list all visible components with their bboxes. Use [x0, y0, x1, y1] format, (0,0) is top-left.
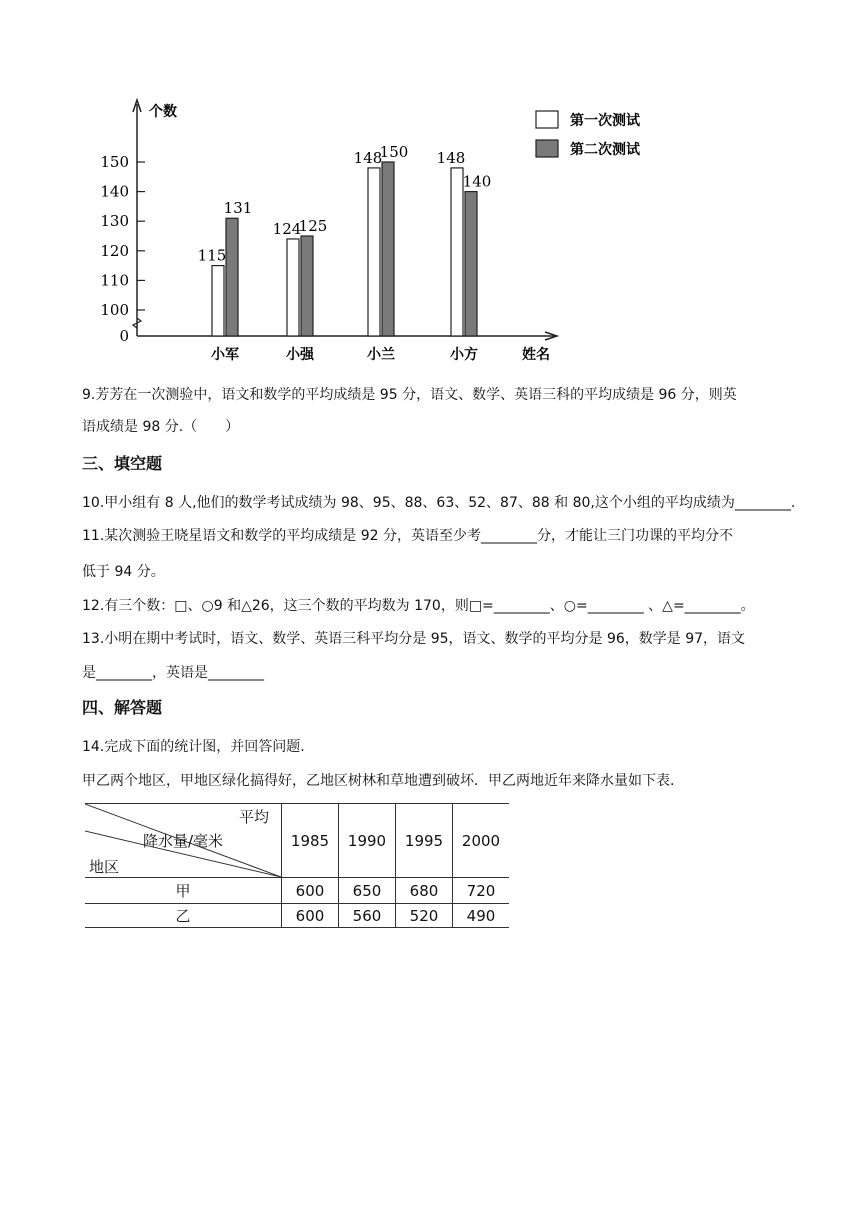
question-11-cont: 低于 94 分。: [82, 564, 165, 580]
y-tick-label: 120: [100, 241, 129, 260]
table-cell: 680: [396, 878, 453, 904]
y-tick-label: 110: [100, 271, 129, 290]
region-label: 乙: [85, 904, 282, 928]
header-region: 地区: [89, 858, 120, 876]
y-tick-label: 130: [100, 212, 129, 231]
question-11: 11.某次测验王晓星语文和数学的平均成绩是 92 分，英语至少考________分，才能让三门功课的平均分不: [82, 528, 733, 544]
y-tick-label: 0: [119, 327, 129, 345]
table-cell: 600: [282, 878, 339, 904]
year-header: 1985: [282, 804, 339, 878]
category-label: 小兰: [367, 347, 395, 363]
question-13: 13.小明在期中考试时，语文、数学、英语三科平均分是 95，语文、数学的平均分是 96，数学是 97，语文: [82, 631, 746, 647]
bar-value-label: 115: [197, 246, 227, 265]
bar-value-label: 140: [462, 172, 492, 191]
question-12: 12.有三个数：□、○9 和△26，这三个数的平均数为 170，则□=________、○=________ 、△=________。: [82, 598, 755, 614]
table-cell: 650: [339, 878, 396, 904]
question-9: 9.芳芳在一次测验中，语文和数学的平均成绩是 95 分，语文、数学、英语三科的平均成绩是 96 分，则英: [82, 387, 737, 403]
bar-value-label: 150: [379, 143, 409, 161]
section-fill-blank-heading: 三、填空题: [82, 454, 163, 473]
y-tick-label: 100: [100, 301, 129, 319]
legend-label: 第一次测试: [570, 113, 640, 129]
question-9-cont: 语成绩是 98 分.（ ）: [82, 419, 240, 435]
table-cell: 490: [453, 904, 510, 928]
header-rainfall: 降水量/毫米: [143, 832, 224, 850]
question-14-desc: 甲乙两个地区，甲地区绿化搞得好，乙地区树林和草地遭到破坏．甲乙两地近年来降水量如下表.: [82, 773, 675, 789]
y-tick-label: 140: [100, 182, 129, 201]
table-cell: 520: [396, 904, 453, 928]
year-header: 2000: [453, 804, 510, 878]
bar: [368, 168, 380, 336]
y-axis-label: 个数: [149, 104, 177, 120]
question-10: 10.甲小组有 8 人,他们的数学考试成绩为 98、95、88、63、52、87、88 和 80,这个小组的平均成绩为________.: [82, 495, 796, 511]
bar-chart: [90, 88, 690, 368]
year-header: 1995: [396, 804, 453, 878]
table-cell: 720: [453, 878, 510, 904]
category-label: 小军: [211, 347, 239, 363]
section-answer-heading: 四、解答题: [82, 698, 163, 717]
y-tick-label: 150: [100, 153, 129, 171]
bar: [382, 162, 394, 336]
legend-swatch: [536, 140, 558, 157]
table-cell: 560: [339, 904, 396, 928]
category-label: 小方: [450, 347, 478, 363]
region-label: 甲: [85, 878, 282, 904]
x-axis-label: 姓名: [522, 347, 550, 363]
bar: [287, 239, 299, 336]
bar: [451, 168, 463, 336]
bar-value-label: 124: [272, 219, 302, 238]
question-13-cont: 是________，英语是________: [82, 665, 264, 681]
legend-swatch: [536, 111, 558, 128]
bar-value-label: 148: [436, 148, 466, 167]
question-14: 14.完成下面的统计图，并回答问题.: [82, 739, 305, 755]
bar-value-label: 125: [298, 217, 328, 235]
bar: [226, 218, 238, 336]
header-average: 平均: [238, 808, 269, 826]
legend-label: 第二次测试: [570, 142, 640, 158]
bar: [212, 266, 224, 336]
table-cell: 600: [282, 904, 339, 928]
bar: [301, 236, 313, 336]
bar-value-label: 148: [353, 148, 383, 167]
bar: [465, 192, 477, 336]
category-label: 小强: [286, 347, 314, 363]
bar-value-label: 131: [223, 199, 253, 218]
table-corner-header: [85, 804, 282, 878]
rainfall-table: [85, 803, 509, 928]
year-header: 1990: [339, 804, 396, 878]
